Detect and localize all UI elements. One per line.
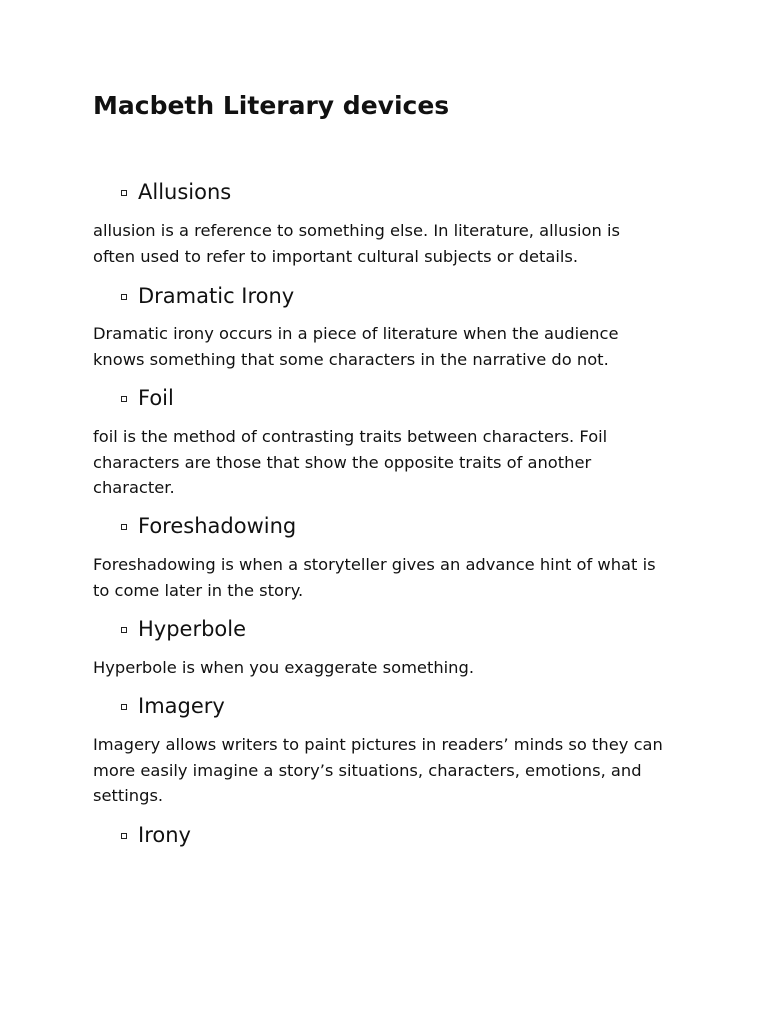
paragraph-line: foil is the method of contrasting traits between characters. Foil: [93, 427, 608, 446]
section-paragraph-foreshadowing: [93, 552, 693, 603]
paragraph-line: Dramatic irony occurs in a piece of literature when the audience: [93, 324, 619, 343]
section-heading-label: Foreshadowing: [138, 514, 297, 538]
document-title: Macbeth Literary devices: [93, 91, 450, 120]
paragraph-line: Foreshadowing is when a storyteller gives an advance hint of what is: [93, 555, 656, 574]
section-paragraph-dramatic-irony: [93, 321, 693, 372]
section-heading-foil: [121, 383, 174, 413]
section-paragraph-hyperbole: [93, 655, 693, 681]
square-bullet-icon: [121, 833, 127, 839]
section-heading-label: Foil: [138, 386, 174, 410]
square-bullet-icon: [121, 294, 127, 300]
section-heading-imagery: [121, 691, 225, 721]
paragraph-line: characters are those that show the opposite traits of another: [93, 452, 592, 472]
paragraph-line: allusion is a reference to something else. In literature, allusion is: [93, 221, 620, 240]
paragraph-line: settings.: [93, 786, 164, 805]
section-heading-label: Imagery: [138, 694, 225, 718]
section-heading-label: Allusions: [138, 180, 232, 204]
square-bullet-icon: [121, 524, 127, 530]
paragraph-line: Hyperbole is when you exaggerate something.: [93, 658, 475, 677]
section-heading-label: Hyperbole: [138, 617, 247, 641]
section-heading-irony: [121, 820, 191, 850]
section-heading-label: Irony: [138, 823, 191, 847]
section-heading-foreshadowing: [121, 511, 296, 541]
square-bullet-icon: [121, 396, 127, 402]
paragraph-line: knows something that some characters in the narrative do not.: [93, 349, 609, 369]
paragraph-line: Imagery allows writers to paint pictures in readers’ minds so they can: [93, 735, 663, 754]
paragraph-line: character.: [93, 478, 175, 497]
section-paragraph-foil: [93, 424, 693, 501]
section-heading-label: Dramatic Irony: [138, 284, 295, 308]
section-heading-allusions: [121, 177, 231, 207]
paragraph-line: often used to refer to important cultural subjects or details.: [93, 246, 579, 266]
square-bullet-icon: [121, 190, 127, 196]
paragraph-line: to come later in the story.: [93, 580, 304, 600]
section-paragraph-imagery: [93, 732, 693, 809]
section-paragraph-allusions: [93, 218, 693, 269]
section-heading-dramatic-irony: [121, 281, 294, 311]
paragraph-line: more easily imagine a story’s situations, characters, emotions, and: [93, 760, 642, 780]
section-heading-hyperbole: [121, 614, 246, 644]
square-bullet-icon: [121, 704, 127, 710]
square-bullet-icon: [121, 627, 127, 633]
